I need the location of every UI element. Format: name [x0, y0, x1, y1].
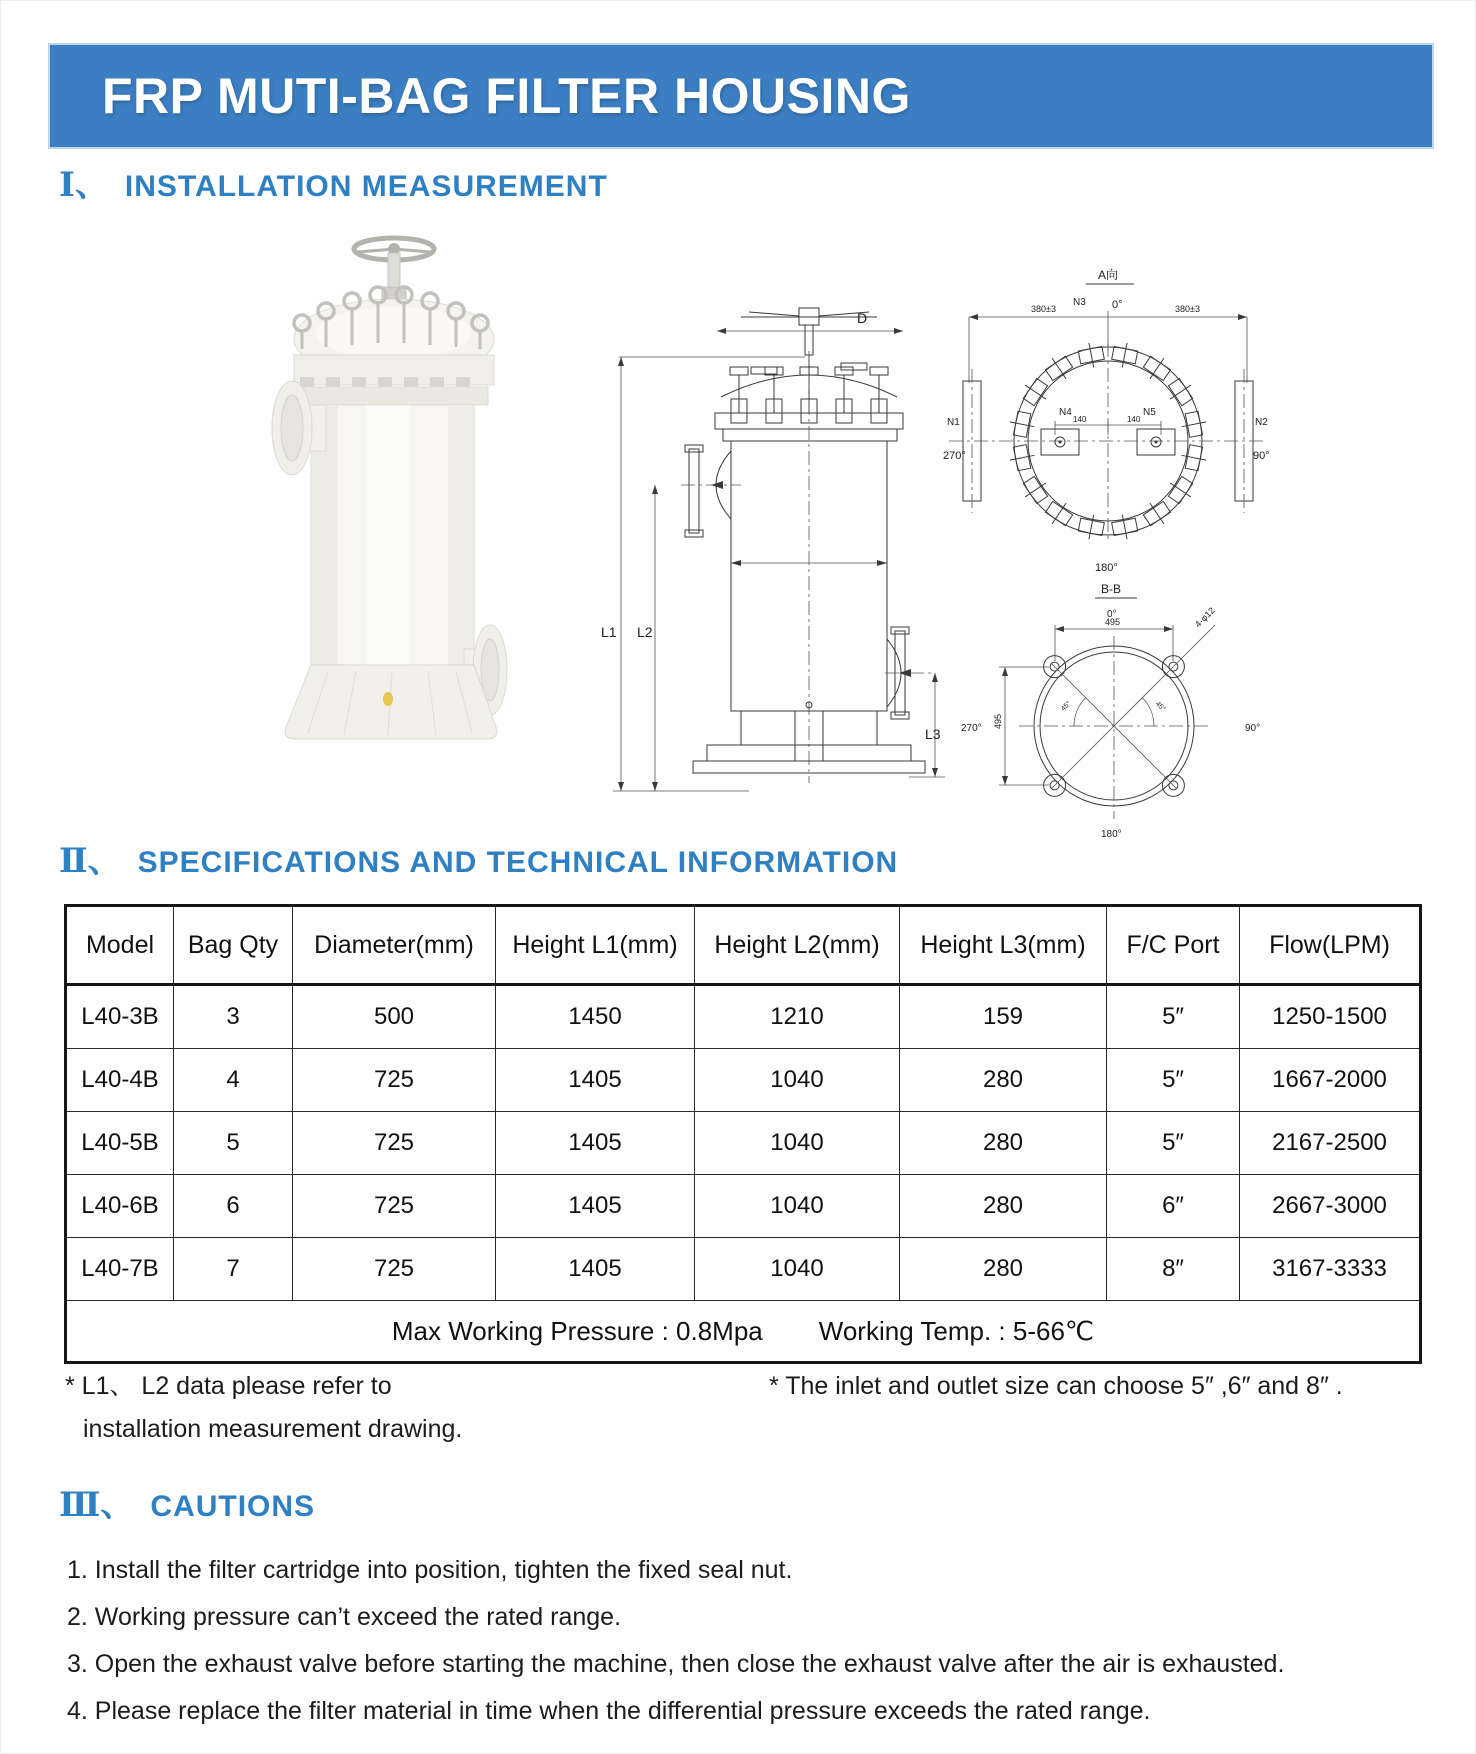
- view-a-drawing: [943, 265, 1273, 577]
- filter-housing-photo: [216, 227, 561, 741]
- dim-140-right: 140: [1127, 415, 1141, 424]
- table-cell: 500: [293, 985, 496, 1049]
- section-cautions-heading: [59, 1477, 315, 1526]
- col-model: Model: [66, 906, 174, 985]
- label-90deg: 90°: [1245, 723, 1261, 734]
- label-0deg: 0°: [1107, 609, 1117, 620]
- label-270deg: 270°: [943, 450, 966, 462]
- caution-item: 3. Open the exhaust valve before starting the machine, then close the exhaust valve after the air is exhausted.: [67, 1650, 1285, 1678]
- vessel-body: [311, 405, 474, 665]
- label-n4: N4: [1059, 407, 1072, 418]
- table-cell: 1405: [496, 1238, 695, 1301]
- table-cell: 725: [293, 1175, 496, 1238]
- angle-45-left: 45°: [1060, 700, 1073, 713]
- col-height-l1: Height L1(mm): [496, 906, 695, 985]
- table-cell: L40-4B: [66, 1049, 174, 1112]
- table-cell: 280: [900, 1049, 1107, 1112]
- max-working-pressure: Max Working Pressure : 0.8Mpa: [391, 1315, 763, 1346]
- label-180deg: 180°: [1101, 829, 1122, 840]
- section-title: CAUTIONS: [150, 1490, 316, 1523]
- label-270deg: 270°: [961, 723, 982, 734]
- table-cell: 1040: [695, 1049, 900, 1112]
- table-cell: 280: [900, 1175, 1107, 1238]
- handwheel: [354, 238, 434, 305]
- section-installation-heading: [59, 157, 608, 206]
- bolt-callout: 4-φ12: [1192, 605, 1217, 630]
- col-flow: Flow(LPM): [1240, 906, 1421, 985]
- table-footer-cell: [66, 1301, 1421, 1363]
- table-cell: 5″: [1107, 985, 1240, 1049]
- table-cell: L40-3B: [66, 985, 174, 1049]
- label-90deg: 90°: [1253, 450, 1270, 462]
- table-cell: L40-7B: [66, 1238, 174, 1301]
- col-height-l3: Height L3(mm): [900, 906, 1107, 985]
- dim-140-left: 140: [1073, 415, 1087, 424]
- caution-item: 2. Working pressure can’t exceed the rated range.: [67, 1603, 622, 1631]
- table-cell: 3: [174, 985, 293, 1049]
- col-diameter: Diameter(mm): [293, 906, 496, 985]
- section-numeral: Ⅰ、: [59, 165, 109, 205]
- page-title: FRP MUTI-BAG FILTER HOUSING: [102, 68, 911, 124]
- table-cell: 1450: [496, 985, 695, 1049]
- col-fc-port: F/C Port: [1107, 906, 1240, 985]
- section-title: INSTALLATION MEASUREMENT: [124, 170, 608, 203]
- table-cell: 1040: [695, 1112, 900, 1175]
- table-cell: 3167-3333: [1240, 1238, 1421, 1301]
- drain-plug: [383, 692, 393, 706]
- table-row: [66, 1238, 1421, 1301]
- table-cell: 1405: [496, 1049, 695, 1112]
- table-cell: 280: [900, 1112, 1107, 1175]
- table-cell: 5″: [1107, 1049, 1240, 1112]
- caution-item: 4. Please replace the filter material in time when the differential pressure exceeds the rated range.: [67, 1697, 1151, 1725]
- label-n1: N1: [947, 417, 960, 428]
- table-cell: 1405: [496, 1112, 695, 1175]
- angle-45-right: 45°: [1153, 700, 1167, 714]
- table-cell: 280: [900, 1238, 1107, 1301]
- flange-ring: [294, 355, 494, 405]
- label-l2: L2: [637, 624, 653, 640]
- table-row: [66, 1112, 1421, 1175]
- label-n2: N2: [1255, 417, 1268, 428]
- title-banner: [48, 43, 1434, 149]
- table-header-row: [66, 906, 1421, 985]
- label-n5: N5: [1143, 407, 1156, 418]
- label-l3: L3: [925, 726, 941, 742]
- table-cell: 2167-2500: [1240, 1112, 1421, 1175]
- base-skirt: [285, 665, 497, 739]
- section-title: SPECIFICATIONS AND TECHNICAL INFORMATION: [137, 846, 899, 879]
- table-cell: 1405: [496, 1175, 695, 1238]
- dim-380-right: 380±3: [1175, 304, 1200, 314]
- dim-495-side: 495: [993, 713, 1003, 729]
- table-row: [66, 985, 1421, 1049]
- col-bag-qty: Bag Qty: [174, 906, 293, 985]
- dim-380-left: 380±3: [1031, 304, 1056, 314]
- table-cell: 5: [174, 1112, 293, 1175]
- table-footer-row: [66, 1301, 1421, 1363]
- cautions-list: [67, 1547, 1284, 1735]
- table-cell: L40-6B: [66, 1175, 174, 1238]
- table-cell: 1667-2000: [1240, 1049, 1421, 1112]
- table-cell: 6″: [1107, 1175, 1240, 1238]
- table-row: [66, 1049, 1421, 1112]
- table-cell: 8″: [1107, 1238, 1240, 1301]
- table-cell: 725: [293, 1112, 496, 1175]
- spec-table: [64, 904, 1422, 1364]
- table-cell: 1250-1500: [1240, 985, 1421, 1049]
- caution-item: 1. Install the filter cartridge into position, tighten the fixed seal nut.: [67, 1556, 793, 1584]
- table-cell: 159: [900, 985, 1107, 1049]
- label-0deg: 0°: [1112, 299, 1123, 311]
- footnote-line1: * L1、 L2 data please refer to: [65, 1372, 392, 1400]
- view-b-title: B-B: [1101, 582, 1122, 596]
- label-d: D: [857, 310, 868, 326]
- table-row: [66, 1175, 1421, 1238]
- dim-495-top: 495: [1105, 617, 1121, 627]
- table-cell: 6: [174, 1175, 293, 1238]
- table-cell: 1210: [695, 985, 900, 1049]
- col-height-l2: Height L2(mm): [695, 906, 900, 985]
- table-cell: 7: [174, 1238, 293, 1301]
- table-cell: 4: [174, 1049, 293, 1112]
- footnote-port-sizes: * The inlet and outlet size can choose 5″ ,6″ and 8″ .: [769, 1372, 1343, 1400]
- section-specs-heading: [59, 833, 898, 882]
- section-numeral: Ⅱ、: [59, 841, 122, 881]
- working-temp: Working Temp. : 5-66℃: [818, 1315, 1095, 1346]
- table-cell: L40-5B: [66, 1112, 174, 1175]
- label-l1: L1: [601, 624, 617, 640]
- table-cell: 1040: [695, 1238, 900, 1301]
- label-180deg: 180°: [1095, 562, 1118, 574]
- view-b-drawing: [949, 581, 1279, 843]
- table-cell: 1040: [695, 1175, 900, 1238]
- footnote-line2: installation measurement drawing.: [83, 1414, 463, 1443]
- view-a-title: A向: [1098, 268, 1119, 282]
- table-cell: 725: [293, 1238, 496, 1301]
- table-cell: 2667-3000: [1240, 1175, 1421, 1238]
- footnote-l1-l2: [65, 1365, 462, 1450]
- table-cell: 5″: [1107, 1112, 1240, 1175]
- side-view-drawing: [589, 301, 959, 806]
- table-cell: 725: [293, 1049, 496, 1112]
- section-numeral: Ⅲ、: [59, 1485, 135, 1525]
- label-n3: N3: [1073, 297, 1086, 308]
